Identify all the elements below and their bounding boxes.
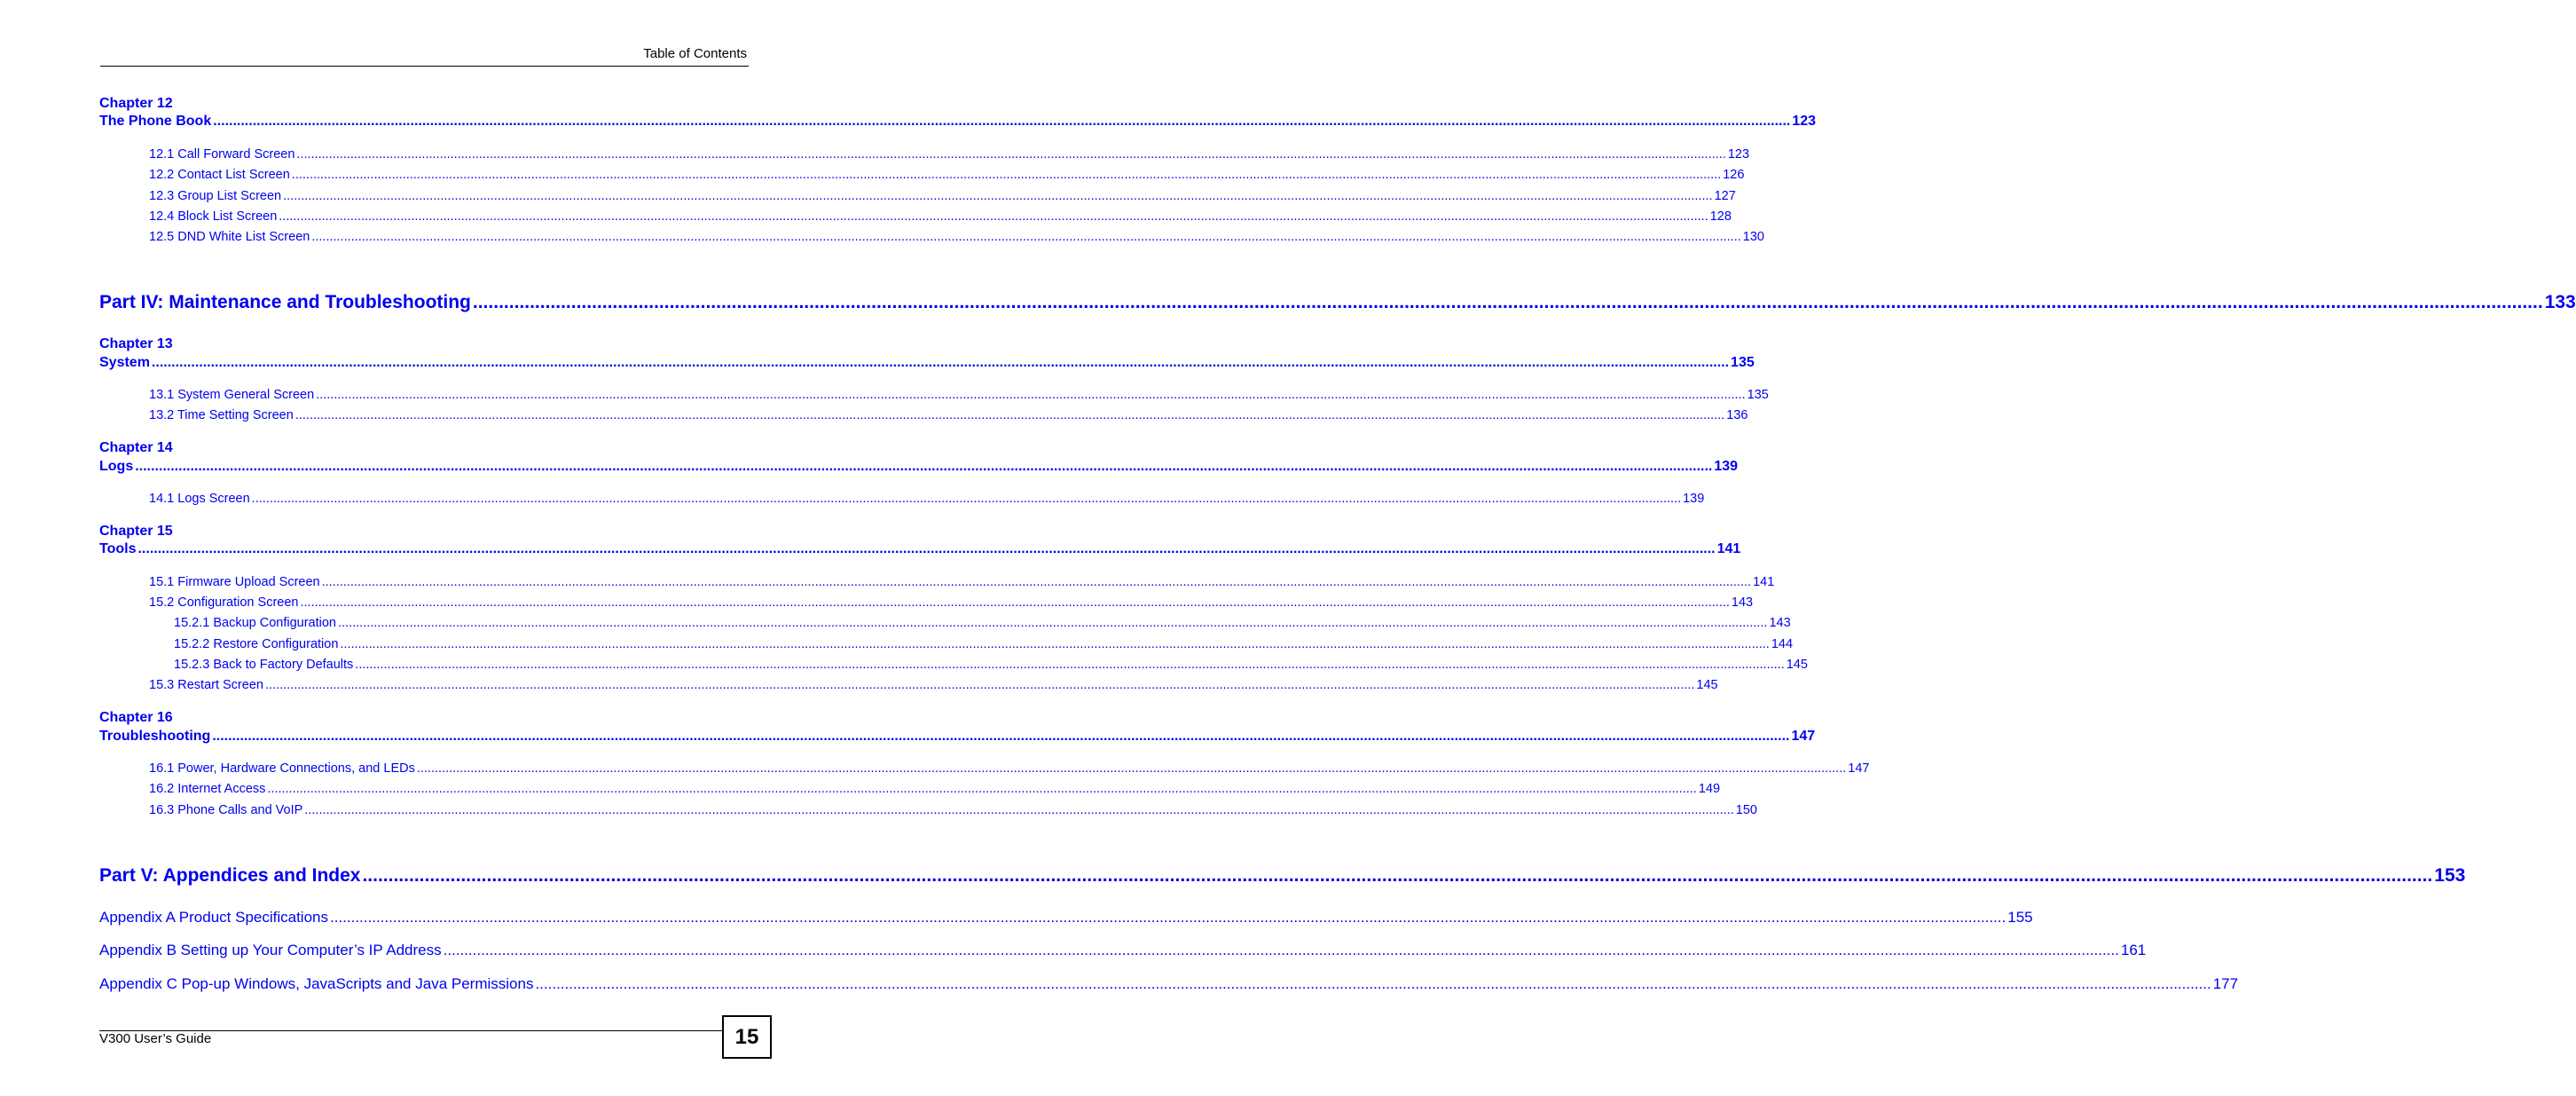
section-row[interactable] [149, 147, 1750, 162]
section-title[interactable]: 15.2.3 Back to Factory Defaults [174, 658, 354, 672]
section-title[interactable]: 15.1 Firmware Upload Screen [149, 575, 320, 589]
section-title[interactable]: 16.2 Internet Access [149, 782, 266, 796]
appendix-title[interactable]: Appendix A Product Specifications [99, 909, 328, 926]
dot-leader: ................................................................................................................................................................................................................................................................................................................................................................................................................ [340, 637, 1770, 651]
dot-leader: ................................................................................................................................................................................................................................................................................................................................................................................................................ [472, 292, 2543, 312]
chapter-title[interactable]: Tools [99, 541, 137, 556]
dot-leader: ................................................................................................................................................................................................................................................................................................................................................................................................................ [151, 355, 1730, 370]
dot-leader: ................................................................................................................................................................................................................................................................................................................................................................................................................ [291, 168, 1722, 182]
chapter-title[interactable]: Troubleshooting [99, 729, 211, 744]
appendix-row[interactable] [99, 942, 2147, 959]
section-title[interactable]: 13.2 Time Setting Screen [149, 408, 294, 422]
subsection-row[interactable] [174, 637, 1794, 651]
part-row[interactable] [99, 865, 2466, 887]
page-number[interactable]: 143 [1769, 616, 1791, 630]
page-number[interactable]: 145 [1786, 658, 1808, 672]
dot-leader: ................................................................................................................................................................................................................................................................................................................................................................................................................ [355, 658, 1785, 672]
appendix-title[interactable]: Appendix C Pop-up Windows, JavaScripts and Java Permissions [99, 975, 534, 992]
section-title[interactable]: 12.5 DND White List Screen [149, 230, 310, 244]
dot-leader: ................................................................................................................................................................................................................................................................................................................................................................................................................ [321, 575, 1752, 589]
header-rule [100, 66, 749, 67]
section-row[interactable] [149, 595, 1754, 610]
dot-leader: ................................................................................................................................................................................................................................................................................................................................................................................................................ [213, 114, 1791, 129]
page-number[interactable]: 133 [2544, 292, 2576, 312]
page-number[interactable]: 123 [1727, 147, 1750, 162]
section-title[interactable]: 15.3 Restart Screen [149, 678, 263, 692]
section-row[interactable] [149, 782, 1721, 796]
page-number[interactable]: 150 [1735, 803, 1757, 817]
chapter-label[interactable]: Chapter 15 [99, 524, 173, 539]
chapter-title[interactable]: The Phone Book [99, 114, 212, 129]
part-title[interactable]: Part IV: Maintenance and Troubleshooting [99, 292, 471, 312]
section-row[interactable] [149, 803, 1757, 817]
section-row[interactable] [149, 492, 1705, 506]
page-number[interactable]: 144 [1771, 637, 1794, 651]
dot-leader: ................................................................................................................................................................................................................................................................................................................................................................................................................ [251, 492, 1682, 506]
dot-leader: ................................................................................................................................................................................................................................................................................................................................................................................................................ [137, 541, 1716, 556]
page-number[interactable]: 141 [1753, 575, 1775, 589]
dot-leader: ................................................................................................................................................................................................................................................................................................................................................................................................................ [416, 761, 1847, 776]
dot-leader: ................................................................................................................................................................................................................................................................................................................................................................................................................ [330, 909, 2007, 926]
chapter-label[interactable]: Chapter 14 [99, 440, 173, 455]
chapter-title-row[interactable] [99, 459, 1739, 475]
page-number[interactable]: 136 [1726, 408, 1748, 422]
subsection-row[interactable] [174, 658, 1808, 672]
chapter-label[interactable]: Chapter 12 [99, 96, 173, 111]
section-row[interactable] [149, 209, 1732, 224]
page-number-box [722, 1015, 772, 1059]
section-row[interactable] [149, 230, 1764, 244]
section-title[interactable]: 16.1 Power, Hardware Connections, and LEDs [149, 761, 415, 776]
page-number[interactable]: 135 [1747, 388, 1769, 402]
page-number[interactable]: 141 [1716, 541, 1741, 556]
page-number[interactable]: 130 [1742, 230, 1764, 244]
appendix-row[interactable] [99, 975, 2239, 993]
page-number[interactable]: 155 [2007, 909, 2033, 926]
footer-page-number: 15 [734, 1024, 759, 1049]
dot-leader: ................................................................................................................................................................................................................................................................................................................................................................................................................ [311, 230, 1741, 244]
page-number[interactable]: 153 [2434, 865, 2466, 886]
section-title[interactable]: 12.1 Call Forward Screen [149, 147, 295, 162]
chapter-label[interactable]: Chapter 13 [99, 336, 173, 351]
page-number[interactable]: 147 [1848, 761, 1870, 776]
dot-leader: ................................................................................................................................................................................................................................................................................................................................................................................................................ [295, 408, 1725, 422]
section-row[interactable] [149, 189, 1736, 203]
dot-leader: ................................................................................................................................................................................................................................................................................................................................................................................................................ [296, 147, 1726, 162]
part-row[interactable] [99, 292, 2576, 313]
running-header: Table of Contents [643, 46, 747, 61]
dot-leader: ................................................................................................................................................................................................................................................................................................................................................................................................................ [300, 595, 1730, 610]
page-number[interactable]: 149 [1698, 782, 1721, 796]
chapter-label[interactable]: Chapter 16 [99, 710, 173, 725]
chapter-title-row[interactable] [99, 729, 1816, 745]
dot-leader: ................................................................................................................................................................................................................................................................................................................................................................................................................ [135, 459, 1713, 474]
dot-leader: ................................................................................................................................................................................................................................................................................................................................................................................................................ [304, 803, 1734, 817]
section-row[interactable] [149, 168, 1745, 182]
section-row[interactable] [149, 408, 1748, 422]
page-number[interactable]: 126 [1723, 168, 1745, 182]
section-title[interactable]: 15.2.1 Backup Configuration [174, 616, 336, 630]
page-number[interactable]: 143 [1731, 595, 1754, 610]
dot-leader: ................................................................................................................................................................................................................................................................................................................................................................................................................ [316, 388, 1746, 402]
dot-leader: ................................................................................................................................................................................................................................................................................................................................................................................................................ [279, 209, 1708, 224]
dot-leader: ................................................................................................................................................................................................................................................................................................................................................................................................................ [283, 189, 1713, 203]
dot-leader: ................................................................................................................................................................................................................................................................................................................................................................................................................ [443, 942, 2119, 958]
dot-leader: ................................................................................................................................................................................................................................................................................................................................................................................................................ [212, 729, 1790, 744]
chapter-title[interactable]: System [99, 355, 150, 370]
page-number[interactable]: 139 [1683, 492, 1705, 506]
section-row[interactable] [149, 388, 1769, 402]
chapter-title-row[interactable] [99, 114, 1817, 130]
appendix-row[interactable] [99, 909, 2033, 926]
section-title[interactable]: 12.4 Block List Screen [149, 209, 278, 224]
part-title[interactable]: Part V: Appendices and Index [99, 865, 361, 886]
page-number[interactable]: 147 [1791, 729, 1816, 744]
dot-leader: ................................................................................................................................................................................................................................................................................................................................................................................................................ [264, 678, 1695, 692]
dot-leader: ................................................................................................................................................................................................................................................................................................................................................................................................................ [267, 782, 1697, 796]
section-title[interactable]: 16.3 Phone Calls and VoIP [149, 803, 303, 817]
section-title[interactable]: 12.2 Contact List Screen [149, 168, 290, 182]
page-number[interactable]: 127 [1714, 189, 1736, 203]
section-title[interactable]: 14.1 Logs Screen [149, 492, 250, 506]
appendix-title[interactable]: Appendix B Setting up Your Computer’s IP Address [99, 942, 442, 958]
footer-guide-title: V300 User’s Guide [99, 1031, 212, 1046]
section-row[interactable] [149, 761, 1870, 776]
dot-leader: ................................................................................................................................................................................................................................................................................................................................................................................................................ [338, 616, 1768, 630]
page-number[interactable]: 135 [1731, 355, 1755, 370]
page-number[interactable]: 161 [2120, 942, 2147, 958]
section-title[interactable]: 12.3 Group List Screen [149, 189, 282, 203]
chapter-title-row[interactable] [99, 541, 1741, 557]
dot-leader: ................................................................................................................................................................................................................................................................................................................................................................................................................ [535, 975, 2211, 992]
section-title[interactable]: 13.1 System General Screen [149, 388, 315, 402]
subsection-row[interactable] [174, 616, 1791, 630]
section-title[interactable]: 15.2.2 Restore Configuration [174, 637, 339, 651]
section-title[interactable]: 15.2 Configuration Screen [149, 595, 299, 610]
page-number[interactable]: 177 [2212, 975, 2239, 992]
page-number[interactable]: 139 [1714, 459, 1739, 474]
chapter-title-row[interactable] [99, 355, 1755, 371]
section-row[interactable] [149, 575, 1775, 589]
page-number[interactable]: 145 [1696, 678, 1718, 692]
chapter-title[interactable]: Logs [99, 459, 134, 474]
page-number[interactable]: 123 [1792, 114, 1817, 129]
dot-leader: ................................................................................................................................................................................................................................................................................................................................................................................................................ [362, 865, 2433, 886]
section-row[interactable] [149, 678, 1718, 692]
page-number[interactable]: 128 [1709, 209, 1732, 224]
